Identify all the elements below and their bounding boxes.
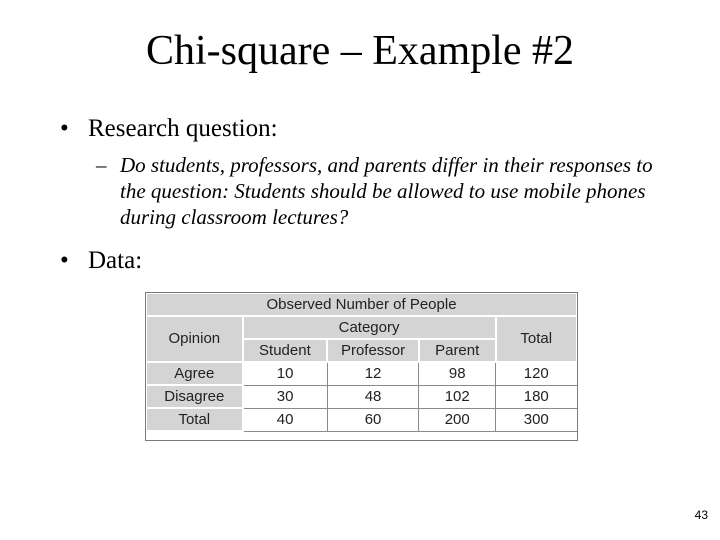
table-cell: 10 bbox=[243, 362, 328, 385]
bullet-text: Research question: bbox=[88, 115, 278, 142]
bullet-marker: • bbox=[60, 247, 69, 274]
row-label: Total bbox=[146, 408, 243, 431]
observed-counts-table bbox=[145, 292, 578, 432]
table-cell: 120 bbox=[496, 362, 577, 385]
bullet-text: Data: bbox=[88, 247, 143, 274]
table-cell: 102 bbox=[419, 385, 496, 408]
bullet-marker: • bbox=[60, 115, 69, 142]
table-cell: 180 bbox=[496, 385, 577, 408]
table-cell: 98 bbox=[419, 362, 496, 385]
slide-title: Chi-square – Example #2 bbox=[145, 28, 575, 74]
category-header: Category bbox=[243, 316, 496, 339]
opinion-header: Opinion bbox=[146, 316, 243, 362]
table-cell: 30 bbox=[243, 385, 328, 408]
bullet-data bbox=[60, 246, 142, 276]
row-label: Disagree bbox=[146, 385, 243, 408]
row-label: Agree bbox=[146, 362, 243, 385]
table-cell: 60 bbox=[327, 408, 419, 431]
table-caption: Observed Number of People bbox=[146, 293, 577, 316]
total-header: Total bbox=[496, 316, 577, 362]
column-header-parent: Parent bbox=[419, 339, 496, 362]
table-cell: 200 bbox=[419, 408, 496, 431]
sub-bullet-marker: – bbox=[96, 153, 107, 177]
sub-bullet-text: Do students, professors, and parents differ in their responses to the question: Students should be allowed to use mobile phones during classroom lectures? bbox=[120, 153, 653, 229]
page-number: 43 bbox=[694, 508, 708, 522]
column-header-student: Student bbox=[243, 339, 328, 362]
bullet-research-question bbox=[60, 114, 278, 144]
table-row bbox=[146, 408, 577, 431]
table-cell: 300 bbox=[496, 408, 577, 431]
table-cell: 48 bbox=[327, 385, 419, 408]
table-row bbox=[146, 362, 577, 385]
table-row bbox=[146, 385, 577, 408]
table-cell: 12 bbox=[327, 362, 419, 385]
sub-bullet-question bbox=[96, 152, 656, 230]
column-header-professor: Professor bbox=[327, 339, 419, 362]
table-cell: 40 bbox=[243, 408, 328, 431]
